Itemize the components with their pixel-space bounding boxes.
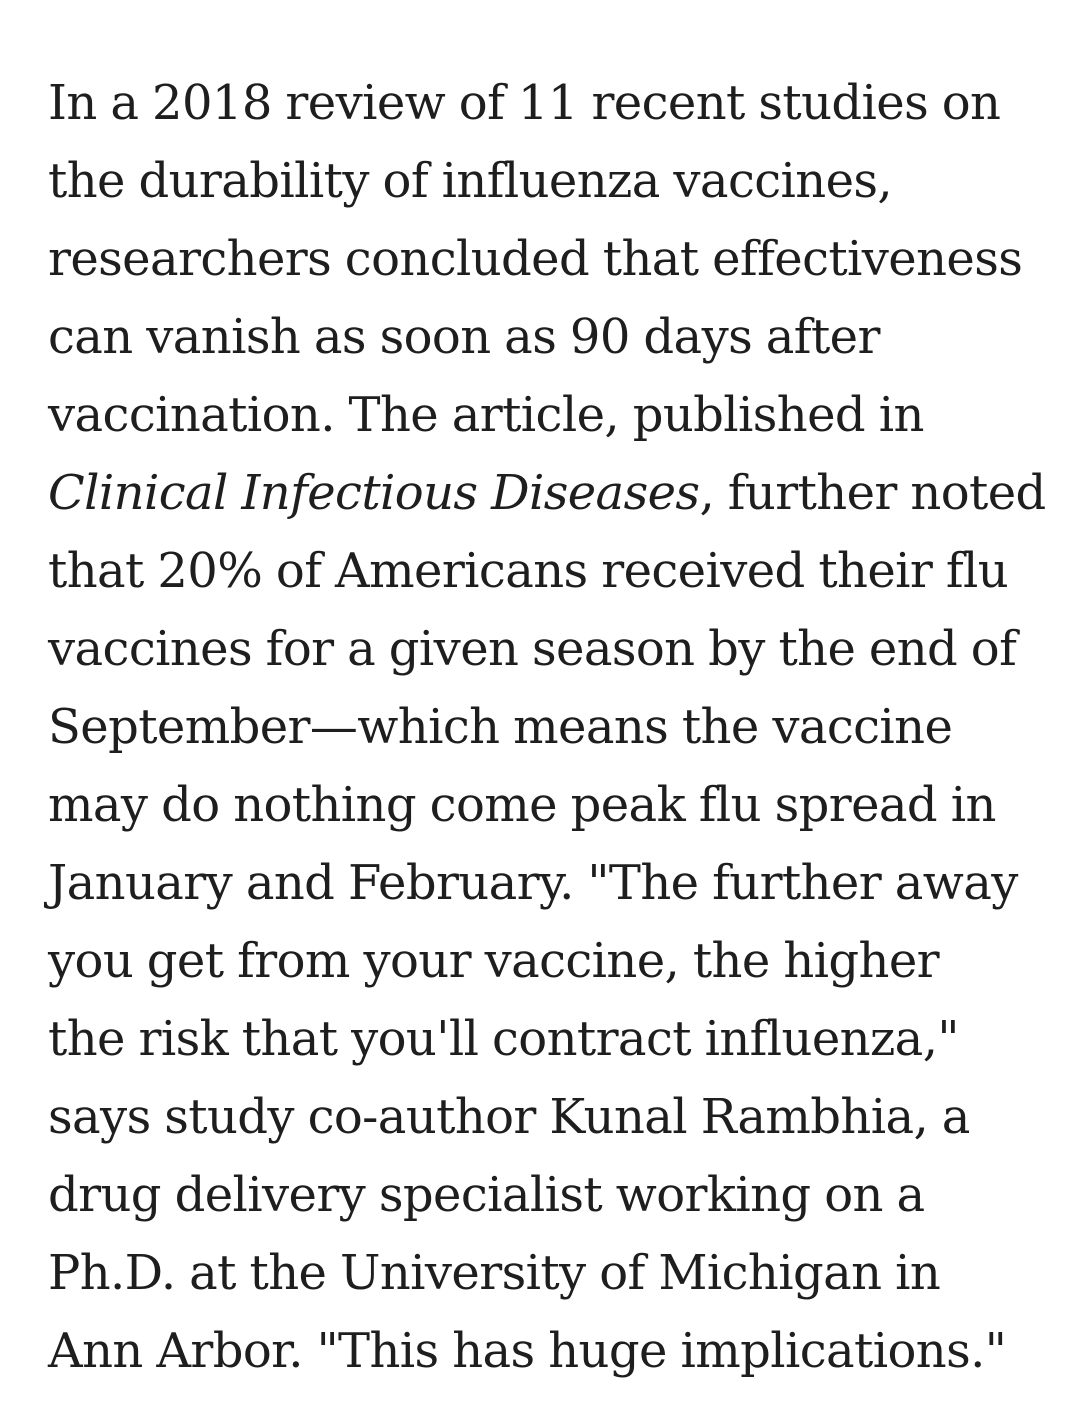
paragraph-line: researchers concluded that effectiveness [48, 231, 1023, 287]
paragraph-line: Ph.D. at the University of Michigan in [48, 1245, 941, 1301]
paragraph-line: you get from your vaccine, the higher [48, 933, 939, 989]
paragraph-line: that 20% of Americans received their flu [48, 543, 1009, 599]
paragraph-line: January and February. "The further away [48, 855, 1018, 911]
paragraph-line: can vanish as soon as 90 days after [48, 309, 880, 365]
paragraph-line: September—which means the vaccine [48, 699, 953, 755]
paragraph-line: vaccination. The article, published in [48, 387, 924, 443]
paragraph-line: the risk that you'll contract influenza," [48, 1011, 959, 1067]
article-paragraph [48, 64, 1048, 1390]
paragraph-line: vaccines for a given season by the end of [48, 621, 1017, 677]
paragraph-line-with-journal [48, 454, 1048, 532]
paragraph-line: the durability of influenza vaccines, [48, 153, 893, 209]
paragraph-line-rest: , further noted [699, 465, 1046, 521]
paragraph-line: says study co-author Kunal Rambhia, a [48, 1089, 970, 1145]
paragraph-line: drug delivery specialist working on a [48, 1167, 925, 1223]
paragraph-line: Ann Arbor. "This has huge implications." [48, 1323, 1007, 1379]
paragraph-line: In a 2018 review of 11 recent studies on [48, 75, 1001, 131]
paragraph-line: may do nothing come peak flu spread in [48, 777, 996, 833]
journal-title: Clinical Infectious Diseases [48, 465, 700, 521]
